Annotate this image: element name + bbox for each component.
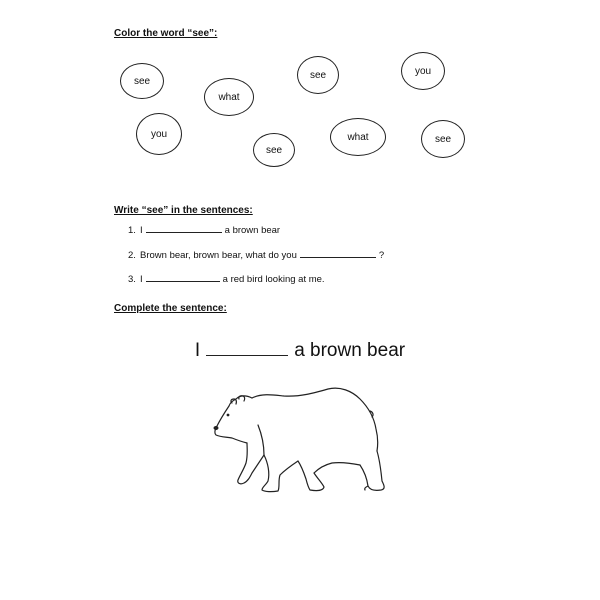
item-number: 3.	[128, 274, 136, 285]
sentence-end: a brown bear	[224, 225, 281, 236]
large-sentence-start: I	[194, 340, 201, 361]
answer-blank[interactable]	[146, 224, 222, 233]
large-sentence	[0, 339, 600, 362]
word-bubble[interactable]	[253, 133, 295, 167]
word-bubble[interactable]	[204, 78, 254, 116]
bubble-word: what	[218, 91, 240, 103]
bubble-word: you	[414, 65, 432, 77]
word-bubble[interactable]	[120, 63, 164, 99]
bubble-word: you	[150, 128, 168, 140]
large-sentence-end: a brown bear	[294, 340, 406, 361]
write-heading: Write “see” in the sentences:	[114, 205, 253, 216]
sentence-item	[128, 273, 325, 285]
sentence-item	[128, 249, 384, 261]
complete-heading: Complete the sentence:	[114, 303, 227, 314]
bubble-word: see	[133, 75, 151, 87]
word-bubble[interactable]	[330, 118, 386, 156]
item-number: 1.	[128, 225, 136, 236]
bubble-word: see	[265, 144, 283, 156]
sentence-end: ?	[378, 250, 385, 261]
bubble-word: see	[434, 133, 452, 145]
sentence-end: a red bird looking at me.	[222, 274, 325, 285]
sentence-start: Brown bear, brown bear, what do you	[140, 250, 297, 261]
sentence-start: I	[140, 225, 143, 236]
bubble-word: see	[309, 69, 327, 81]
answer-blank[interactable]	[300, 249, 376, 258]
bubble-word: what	[347, 131, 369, 143]
sentence-start: I	[140, 274, 143, 285]
large-answer-blank[interactable]	[206, 339, 288, 356]
answer-blank[interactable]	[146, 273, 220, 282]
bear-illustration	[210, 385, 390, 495]
color-heading: Color the word “see”:	[114, 28, 218, 39]
word-bubble[interactable]	[401, 52, 445, 90]
bear-nose	[214, 426, 219, 430]
word-bubble[interactable]	[136, 113, 182, 155]
word-bubble[interactable]	[421, 120, 465, 158]
bear-eye	[227, 414, 230, 417]
sentence-item	[128, 224, 280, 236]
word-bubble[interactable]	[297, 56, 339, 94]
item-number: 2.	[128, 250, 136, 261]
